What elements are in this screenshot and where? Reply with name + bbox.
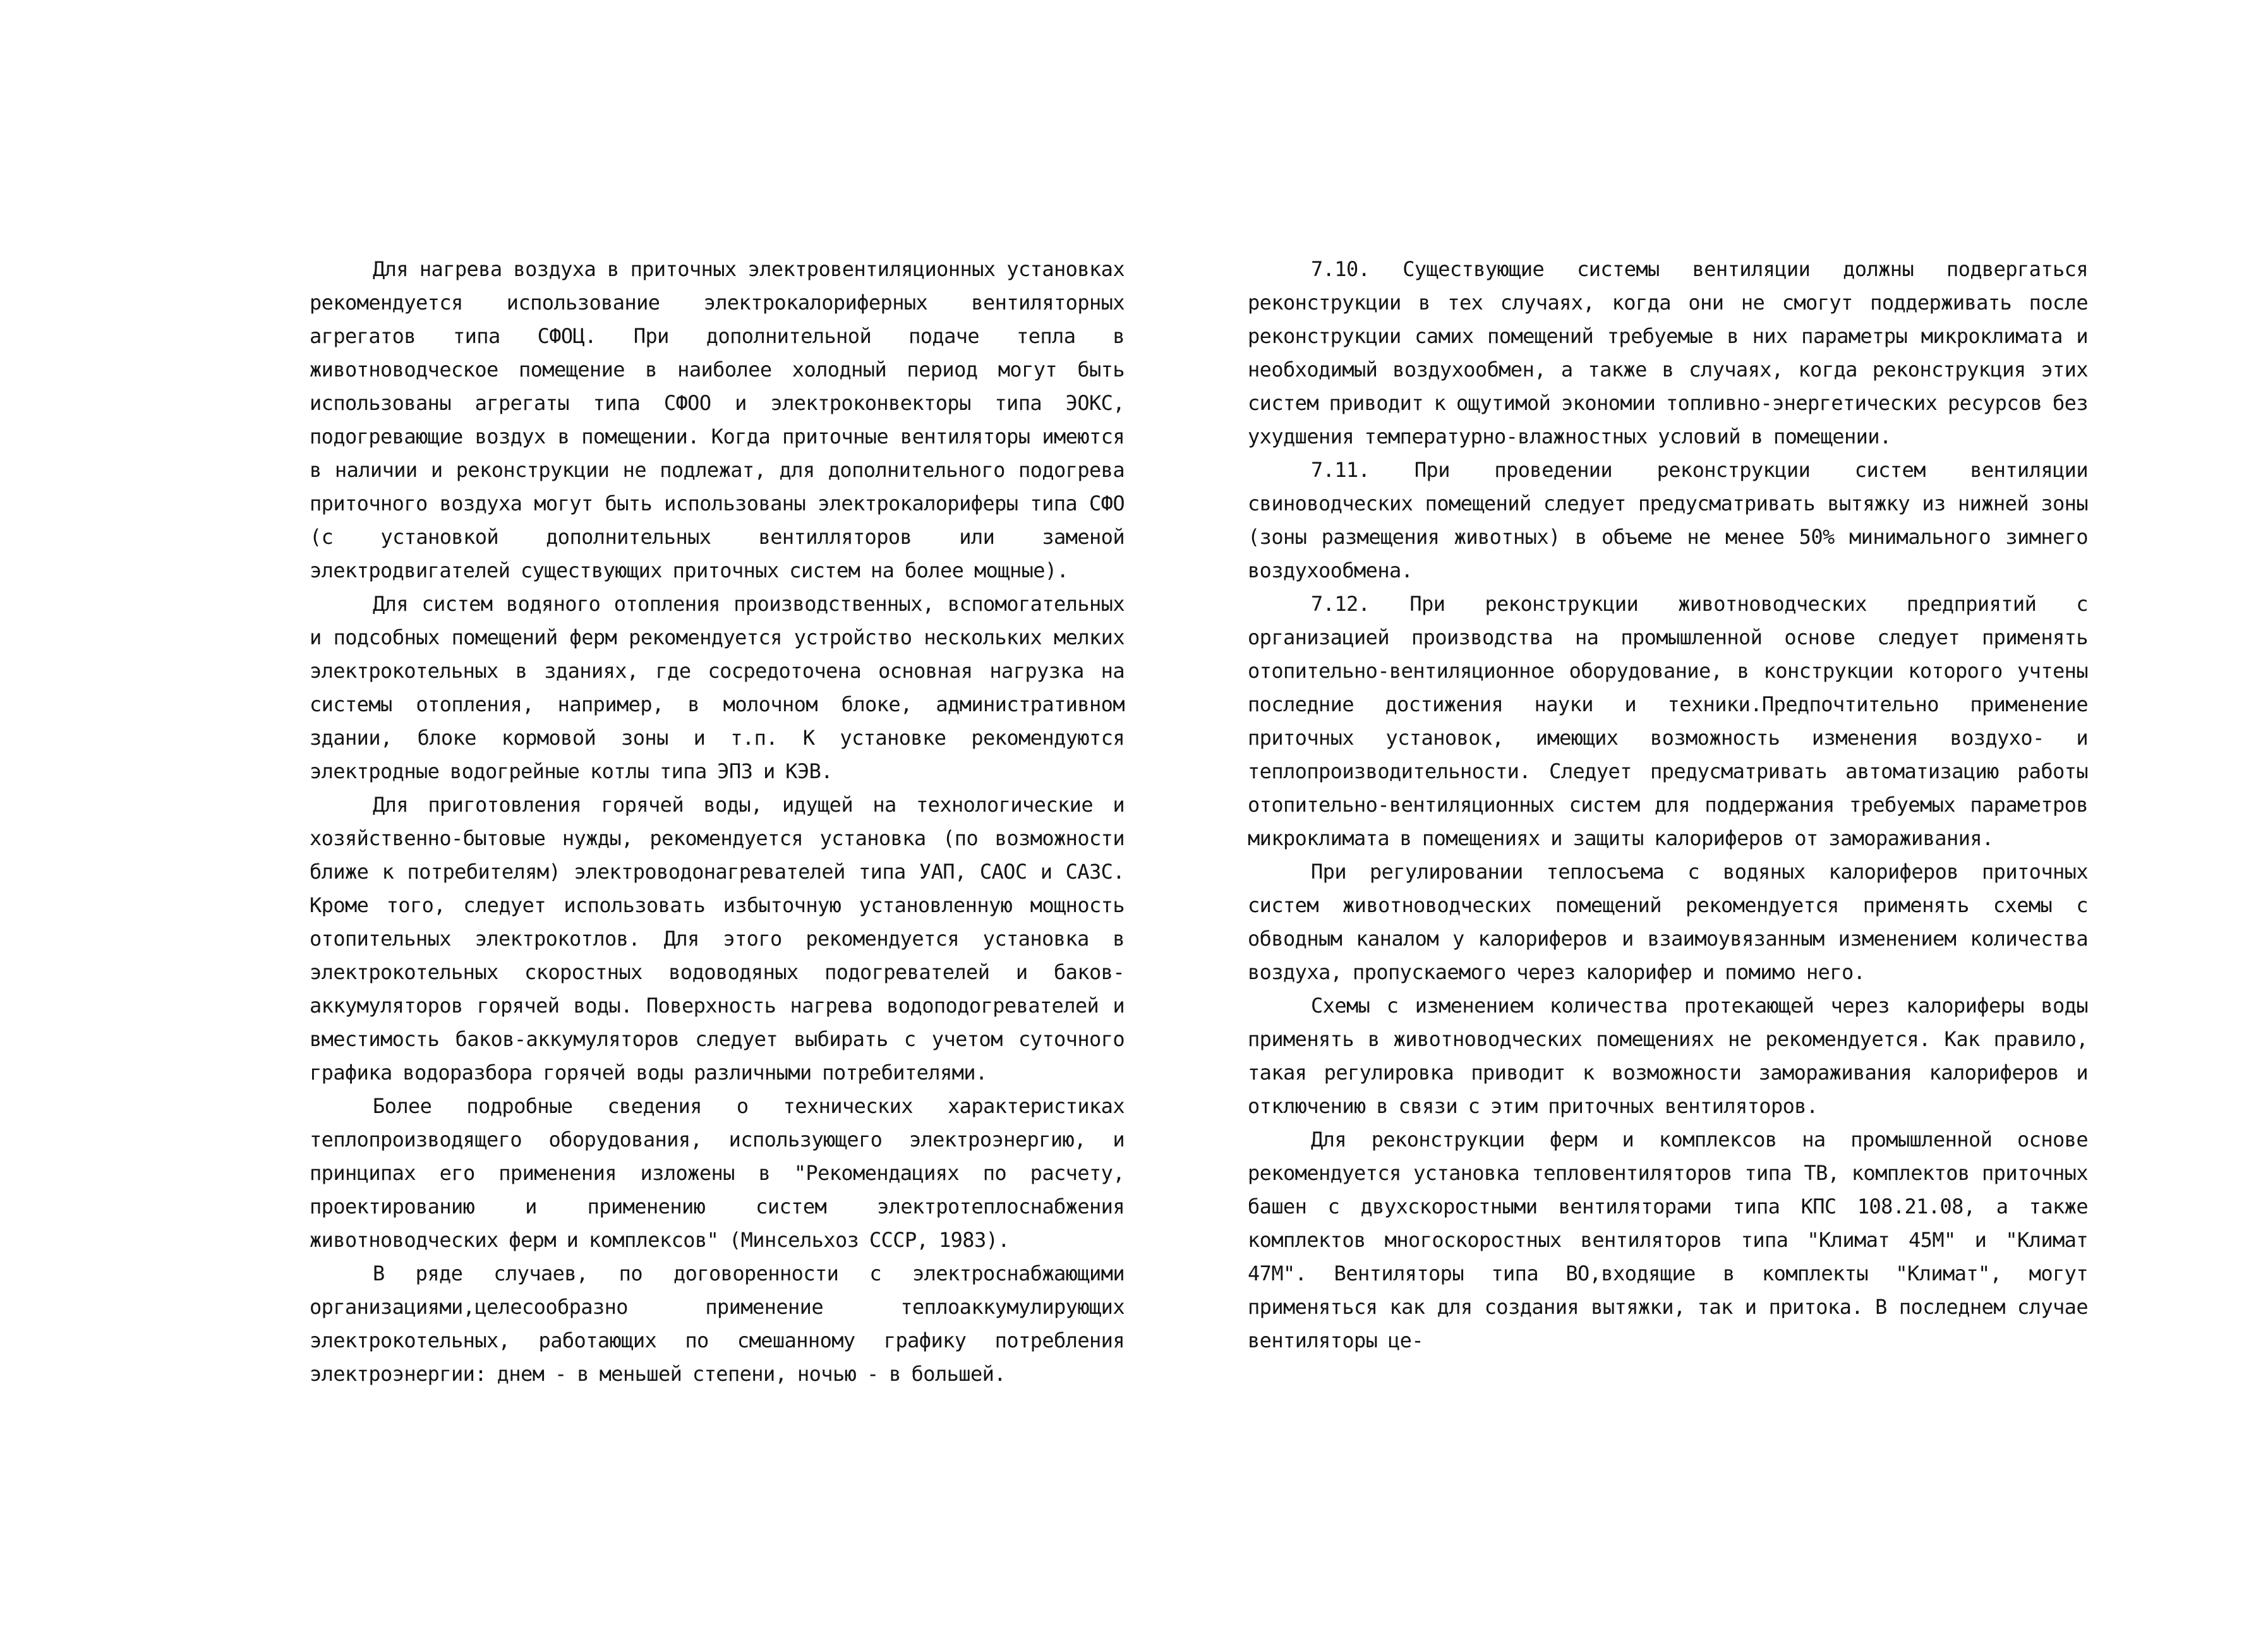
paragraph-heat-regulation: При регулировании теплосъема с водяных калориферов приточных систем животноводческих помещений рекомендуется применять схемы с обводным каналом у калориферов и взаимоувязанным изменением количества воздуха, пропускаемого через калорифер и помимо него. [1248,860,2088,984]
paragraph-water-heating-systems: Для систем водяного отопления производственных, вспомогательных и подсобных помещений ферм рекомендуется устройство нескольких мелких электрокотельных в зданиях, где сосредоточена основная нагрузка на системы отопления, например, в молочном блоке, административном здании, блоке кормовой зоны и т.п. К установке рекомендуются электродные водогрейные котлы типа ЭПЗ и КЭВ. [310,592,1125,783]
paragraph-heat-accumulating-boilers: В ряде случаев, по договоренности с электроснабжающими организациями,целесообразно применение теплоаккумулирующих электрокотельных, работающих по смешанному графику потребления электроэнергии: днем - в меньшей степени, ночью - в большей. [310,1261,1125,1386]
left-text-column [310,253,1125,1391]
paragraph-hot-water-preparation: Для приготовления горячей воды, идущей на технологические и хозяйственно-бытовые нужды, рекомендуется установка (по возможности ближе к потребителям) электроводонагревателей типа УАП, САОС и САЗС. Кроме того, следует использовать избыточную установленную мощность отопительных электрокотлов. Для этого рекомендуется установка в электрокотельных скоростных водоводяных подогревателей и баков-аккумуляторов горячей воды. Поверхность нагрева водоподогревателей и вместимость баков-аккумуляторов следует выбирать с учетом суточного графика водоразбора горячей воды различными потребителями. [310,793,1125,1085]
paragraph-flow-variation-schemes: Схемы с изменением количества протекающей через калориферы воды применять в животноводческих помещениях не рекомендуется. Как правило, такая регулировка приводит к возможности замораживания калориферов и отключению в связи с этим приточных вентиляторов. [1248,994,2088,1118]
paragraph-7-10: 7.10. Существующие системы вентиляции должны подвергаться реконструкции в тех случаях, когда они не смогут поддерживать после реконструкции самих помещений требуемые в них параметры микроклимата и необходимый воздухообмен, а также в случаях, когда реконструкция этих систем приводит к ощутимой экономии топливно-энергетических ресурсов без ухудшения температурно-влажностных условий в помещении. [1248,257,2088,448]
paragraph-air-heating: Для нагрева воздуха в приточных электровентиляционных установках рекомендуется использование электрокалориферных вентиляторных агрегатов типа СФОЦ. При дополнительной подаче тепла в животноводческое помещение в наиболее холодный период могут быть использованы агрегаты типа СФОО и электроконвекторы типа ЭОКС, подогревающие воздух в помещении. Когда приточные вентиляторы имеются в наличии и реконструкции не подлежат, для дополнительного подогрева приточного воздуха могут быть использованы электрокалориферы типа СФО (с установкой дополнительных вентилляторов или заменой электродвигателей существующих приточных систем на более мощные). [310,257,1125,582]
paragraph-7-12: 7.12. При реконструкции животноводческих предприятий с организацией производства на промышленной основе следует применять отопительно-вентиляционное оборудование, в конструкции которого учтены последние достижения науки и техники.Предпочтительно применение приточных установок, имеющих возможность изменения воздухо- и теплопроизводительности. Следует предусматривать автоматизацию работы отопительно-вентиляционных систем для поддержания требуемых параметров микроклимата в помещениях и защиты калориферов от замораживания. [1248,592,2088,850]
right-text-column [1248,253,2088,1357]
paragraph-7-11: 7.11. При проведении реконструкции систем вентиляции свиноводческих помещений следует предусматривать вытяжку из нижней зоны (зоны размещения животных) в объеме не менее 50% минимального зимнего воздухообмена. [1248,458,2088,582]
paragraph-reconstruction-equipment: Для реконструкции ферм и комплексов на промышленной основе рекомендуется установка тепловентиляторов типа ТВ, комплектов приточных башен с двухскоростными вентиляторами типа КПС 108.21.08, а также комплектов многоскоростных вентиляторов типа "Климат 45М" и "Климат 47М". Вентиляторы типа ВО,входящие в комплекты "Климат", могут применяться как для создания вытяжки, так и притока. В последнем случае вентиляторы це- [1248,1128,2088,1352]
paragraph-recommendations-reference: Более подробные сведения о технических характеристиках теплопроизводящего оборудования, использующего электроэнергию, и принципах его применения изложены в "Рекомендациях по расчету, проектированию и применению систем электротеплоснабжения животноводческих ферм и комплексов" (Минсельхоз СССР, 1983). [310,1094,1125,1252]
